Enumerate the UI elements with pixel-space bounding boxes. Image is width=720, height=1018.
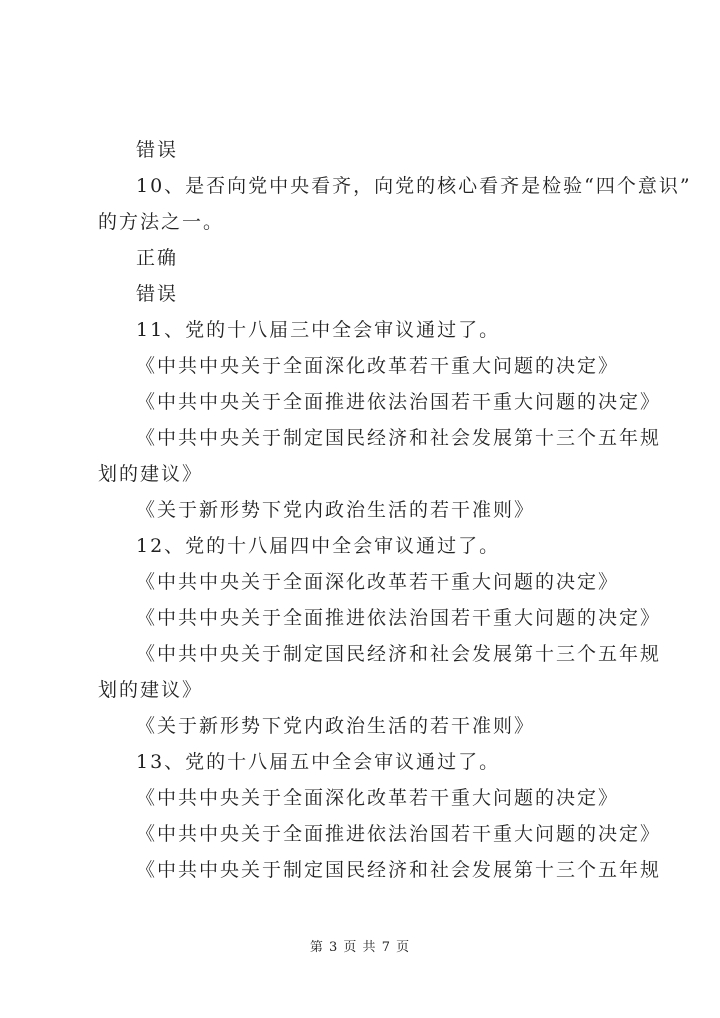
answer-option: 《中共中央关于制定国民经济和社会发展第十三个五年规	[136, 427, 662, 449]
answer-option: 《关于新形势下党内政治生活的若干准则》	[136, 715, 536, 737]
answer-option: 《中共中央关于全面深化改革若干重大问题的决定》	[136, 787, 620, 809]
answer-option: 错误	[136, 139, 179, 161]
answer-option: 《中共中央关于全面推进依法治国若干重大问题的决定》	[136, 823, 662, 845]
answer-option: 《关于新形势下党内政治生活的若干准则》	[136, 499, 536, 521]
question-12: 12、党的十八届四中全会审议通过了。	[136, 535, 501, 557]
answer-option-continued: 划的建议》	[98, 463, 204, 485]
answer-option-continued: 划的建议》	[98, 679, 204, 701]
answer-option: 《中共中央关于全面深化改革若干重大问题的决定》	[136, 355, 620, 377]
page-footer: 第 3 页 共 7 页	[309, 940, 411, 955]
answer-option: 正确	[136, 247, 179, 269]
answer-option: 《中共中央关于全面深化改革若干重大问题的决定》	[136, 571, 620, 593]
question-10: 10、是否向党中央看齐，向党的核心看齐是检验“四个意识”	[136, 175, 692, 197]
answer-option: 《中共中央关于制定国民经济和社会发展第十三个五年规	[136, 643, 662, 665]
question-13: 13、党的十八届五中全会审议通过了。	[136, 751, 501, 773]
answer-option: 《中共中央关于制定国民经济和社会发展第十三个五年规	[136, 859, 662, 881]
answer-option: 错误	[136, 283, 179, 305]
question-10-continued: 的方法之一。	[98, 211, 225, 233]
document-body	[98, 132, 692, 888]
answer-option: 《中共中央关于全面推进依法治国若干重大问题的决定》	[136, 391, 662, 413]
question-11: 11、党的十八届三中全会审议通过了。	[136, 319, 501, 341]
answer-option: 《中共中央关于全面推进依法治国若干重大问题的决定》	[136, 607, 662, 629]
